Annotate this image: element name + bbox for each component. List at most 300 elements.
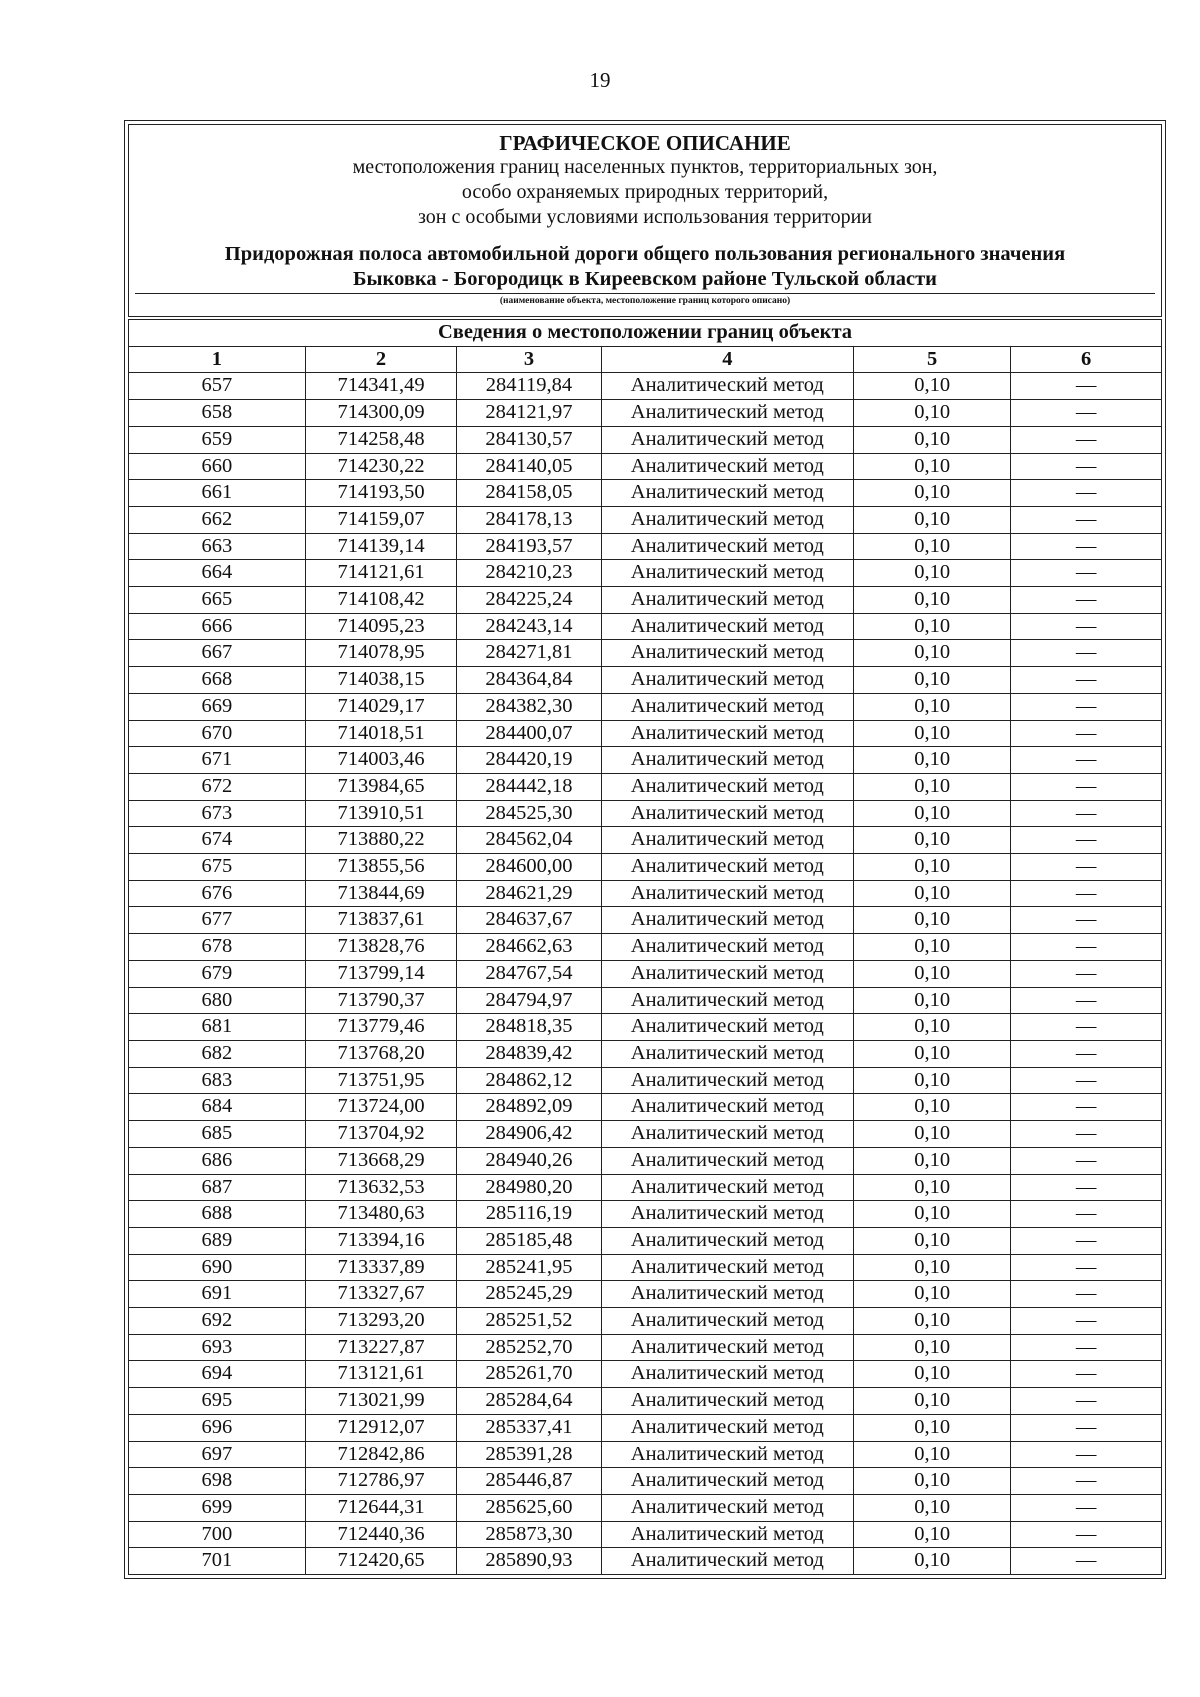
x-coordinate-cell: 713293,20 <box>305 1308 457 1335</box>
method-cell: Аналитический метод <box>601 1334 854 1361</box>
accuracy-cell: 0,10 <box>854 960 1011 987</box>
accuracy-cell: 0,10 <box>854 587 1011 614</box>
description-cell: — <box>1011 533 1162 560</box>
description-cell: — <box>1011 1094 1162 1121</box>
x-coordinate-cell: 714095,23 <box>305 613 457 640</box>
point-number-cell: 694 <box>129 1361 306 1388</box>
method-cell: Аналитический метод <box>601 506 854 533</box>
table-row <box>129 720 1162 747</box>
point-number-cell: 677 <box>129 907 306 934</box>
accuracy-cell: 0,10 <box>854 880 1011 907</box>
table-row <box>129 1308 1162 1335</box>
accuracy-cell: 0,10 <box>854 1094 1011 1121</box>
point-number-cell: 684 <box>129 1094 306 1121</box>
method-cell: Аналитический метод <box>601 1014 854 1041</box>
coordinates-table <box>128 319 1162 1575</box>
table-row <box>129 934 1162 961</box>
column-header: 1 <box>129 346 306 373</box>
x-coordinate-cell: 713910,51 <box>305 800 457 827</box>
y-coordinate-cell: 285116,19 <box>457 1201 601 1228</box>
description-cell: — <box>1011 426 1162 453</box>
method-cell: Аналитический метод <box>601 1281 854 1308</box>
x-coordinate-cell: 714300,09 <box>305 400 457 427</box>
table-row <box>129 1254 1162 1281</box>
document-header <box>128 124 1162 317</box>
method-cell: Аналитический метод <box>601 693 854 720</box>
description-cell: — <box>1011 453 1162 480</box>
description-cell: — <box>1011 1548 1162 1575</box>
table-row <box>129 1201 1162 1228</box>
y-coordinate-cell: 285890,93 <box>457 1548 601 1575</box>
description-cell: — <box>1011 1067 1162 1094</box>
point-number-cell: 669 <box>129 693 306 720</box>
y-coordinate-cell: 285252,70 <box>457 1334 601 1361</box>
column-header: 6 <box>1011 346 1162 373</box>
accuracy-cell: 0,10 <box>854 934 1011 961</box>
x-coordinate-cell: 714003,46 <box>305 747 457 774</box>
point-number-cell: 700 <box>129 1521 306 1548</box>
point-number-cell: 686 <box>129 1147 306 1174</box>
description-cell: — <box>1011 560 1162 587</box>
accuracy-cell: 0,10 <box>854 480 1011 507</box>
accuracy-cell: 0,10 <box>854 1067 1011 1094</box>
method-cell: Аналитический метод <box>601 1040 854 1067</box>
column-header: 5 <box>854 346 1011 373</box>
description-cell: — <box>1011 1494 1162 1521</box>
description-cell: — <box>1011 1441 1162 1468</box>
x-coordinate-cell: 714078,95 <box>305 640 457 667</box>
point-number-cell: 661 <box>129 480 306 507</box>
point-number-cell: 693 <box>129 1334 306 1361</box>
y-coordinate-cell: 284794,97 <box>457 987 601 1014</box>
y-coordinate-cell: 284562,04 <box>457 827 601 854</box>
x-coordinate-cell: 713337,89 <box>305 1254 457 1281</box>
table-row <box>129 1121 1162 1148</box>
accuracy-cell: 0,10 <box>854 1494 1011 1521</box>
method-cell: Аналитический метод <box>601 1201 854 1228</box>
description-cell: — <box>1011 720 1162 747</box>
column-header: 2 <box>305 346 457 373</box>
point-number-cell: 697 <box>129 1441 306 1468</box>
y-coordinate-cell: 285261,70 <box>457 1361 601 1388</box>
document-title: ГРАФИЧЕСКОЕ ОПИСАНИЕ <box>499 131 791 155</box>
x-coordinate-cell: 713227,87 <box>305 1334 457 1361</box>
description-cell: — <box>1011 773 1162 800</box>
description-cell: — <box>1011 854 1162 881</box>
x-coordinate-cell: 713855,56 <box>305 854 457 881</box>
description-cell: — <box>1011 747 1162 774</box>
description-cell: — <box>1011 1121 1162 1148</box>
object-name-line-2: Быковка - Богородицк в Киреевском районе Тульской области <box>135 267 1155 294</box>
x-coordinate-cell: 714018,51 <box>305 720 457 747</box>
y-coordinate-cell: 284158,05 <box>457 480 601 507</box>
accuracy-cell: 0,10 <box>854 1201 1011 1228</box>
accuracy-cell: 0,10 <box>854 1254 1011 1281</box>
method-cell: Аналитический метод <box>601 1094 854 1121</box>
method-cell: Аналитический метод <box>601 1388 854 1415</box>
y-coordinate-cell: 284140,05 <box>457 453 601 480</box>
x-coordinate-cell: 713704,92 <box>305 1121 457 1148</box>
table-body <box>129 373 1162 1575</box>
accuracy-cell: 0,10 <box>854 747 1011 774</box>
description-cell: — <box>1011 640 1162 667</box>
method-cell: Аналитический метод <box>601 533 854 560</box>
accuracy-cell: 0,10 <box>854 1361 1011 1388</box>
y-coordinate-cell: 285245,29 <box>457 1281 601 1308</box>
document-frame <box>124 120 1166 1579</box>
table-row <box>129 880 1162 907</box>
table-row <box>129 1067 1162 1094</box>
y-coordinate-cell: 284862,12 <box>457 1067 601 1094</box>
point-number-cell: 689 <box>129 1227 306 1254</box>
table-row <box>129 533 1162 560</box>
description-cell: — <box>1011 1521 1162 1548</box>
x-coordinate-cell: 713751,95 <box>305 1067 457 1094</box>
accuracy-cell: 0,10 <box>854 667 1011 694</box>
y-coordinate-cell: 284818,35 <box>457 1014 601 1041</box>
method-cell: Аналитический метод <box>601 587 854 614</box>
point-number-cell: 685 <box>129 1121 306 1148</box>
table-row <box>129 613 1162 640</box>
accuracy-cell: 0,10 <box>854 640 1011 667</box>
method-cell: Аналитический метод <box>601 1254 854 1281</box>
y-coordinate-cell: 284839,42 <box>457 1040 601 1067</box>
point-number-cell: 668 <box>129 667 306 694</box>
point-number-cell: 674 <box>129 827 306 854</box>
column-header-row <box>129 346 1162 373</box>
accuracy-cell: 0,10 <box>854 1040 1011 1067</box>
method-cell: Аналитический метод <box>601 827 854 854</box>
accuracy-cell: 0,10 <box>854 400 1011 427</box>
y-coordinate-cell: 284178,13 <box>457 506 601 533</box>
accuracy-cell: 0,10 <box>854 1548 1011 1575</box>
x-coordinate-cell: 713790,37 <box>305 987 457 1014</box>
table-row <box>129 1334 1162 1361</box>
column-header: 3 <box>457 346 601 373</box>
y-coordinate-cell: 285625,60 <box>457 1494 601 1521</box>
y-coordinate-cell: 284121,97 <box>457 400 601 427</box>
x-coordinate-cell: 713837,61 <box>305 907 457 934</box>
point-number-cell: 683 <box>129 1067 306 1094</box>
point-number-cell: 699 <box>129 1494 306 1521</box>
accuracy-cell: 0,10 <box>854 1441 1011 1468</box>
description-cell: — <box>1011 400 1162 427</box>
description-cell: — <box>1011 827 1162 854</box>
x-coordinate-cell: 712842,86 <box>305 1441 457 1468</box>
table-row <box>129 560 1162 587</box>
method-cell: Аналитический метод <box>601 1468 854 1495</box>
x-coordinate-cell: 714159,07 <box>305 506 457 533</box>
method-cell: Аналитический метод <box>601 1441 854 1468</box>
object-name-caption: (наименование объекта, местоположение границ которого описано) <box>499 296 791 306</box>
y-coordinate-cell: 284621,29 <box>457 880 601 907</box>
accuracy-cell: 0,10 <box>854 533 1011 560</box>
x-coordinate-cell: 712912,07 <box>305 1414 457 1441</box>
method-cell: Аналитический метод <box>601 1174 854 1201</box>
method-cell: Аналитический метод <box>601 773 854 800</box>
y-coordinate-cell: 285391,28 <box>457 1441 601 1468</box>
table-row <box>129 373 1162 400</box>
table-row <box>129 1147 1162 1174</box>
x-coordinate-cell: 713984,65 <box>305 773 457 800</box>
x-coordinate-cell: 713844,69 <box>305 880 457 907</box>
method-cell: Аналитический метод <box>601 880 854 907</box>
x-coordinate-cell: 712420,65 <box>305 1548 457 1575</box>
table-row <box>129 1094 1162 1121</box>
x-coordinate-cell: 713768,20 <box>305 1040 457 1067</box>
y-coordinate-cell: 284119,84 <box>457 373 601 400</box>
accuracy-cell: 0,10 <box>854 506 1011 533</box>
y-coordinate-cell: 284364,84 <box>457 667 601 694</box>
method-cell: Аналитический метод <box>601 1414 854 1441</box>
x-coordinate-cell: 713327,67 <box>305 1281 457 1308</box>
y-coordinate-cell: 284637,67 <box>457 907 601 934</box>
x-coordinate-cell: 714038,15 <box>305 667 457 694</box>
method-cell: Аналитический метод <box>601 400 854 427</box>
y-coordinate-cell: 284940,26 <box>457 1147 601 1174</box>
y-coordinate-cell: 284980,20 <box>457 1174 601 1201</box>
y-coordinate-cell: 285337,41 <box>457 1414 601 1441</box>
subtitle-line-1: местоположения границ населенных пунктов, территориальных зон, <box>352 156 938 178</box>
description-cell: — <box>1011 613 1162 640</box>
method-cell: Аналитический метод <box>601 1121 854 1148</box>
y-coordinate-cell: 284193,57 <box>457 533 601 560</box>
table-row <box>129 1174 1162 1201</box>
x-coordinate-cell: 713724,00 <box>305 1094 457 1121</box>
y-coordinate-cell: 284892,09 <box>457 1094 601 1121</box>
description-cell: — <box>1011 1468 1162 1495</box>
point-number-cell: 675 <box>129 854 306 881</box>
method-cell: Аналитический метод <box>601 560 854 587</box>
x-coordinate-cell: 714139,14 <box>305 533 457 560</box>
point-number-cell: 665 <box>129 587 306 614</box>
column-header: 4 <box>601 346 854 373</box>
description-cell: — <box>1011 587 1162 614</box>
x-coordinate-cell: 713880,22 <box>305 827 457 854</box>
point-number-cell: 666 <box>129 613 306 640</box>
table-row <box>129 1468 1162 1495</box>
method-cell: Аналитический метод <box>601 1548 854 1575</box>
x-coordinate-cell: 713121,61 <box>305 1361 457 1388</box>
description-cell: — <box>1011 934 1162 961</box>
table-row <box>129 1040 1162 1067</box>
y-coordinate-cell: 284225,24 <box>457 587 601 614</box>
x-coordinate-cell: 712644,31 <box>305 1494 457 1521</box>
table-row <box>129 1548 1162 1575</box>
subtitle-line-2: особо охраняемых природных территорий, <box>461 181 829 203</box>
accuracy-cell: 0,10 <box>854 773 1011 800</box>
description-cell: — <box>1011 1014 1162 1041</box>
point-number-cell: 692 <box>129 1308 306 1335</box>
accuracy-cell: 0,10 <box>854 720 1011 747</box>
description-cell: — <box>1011 1281 1162 1308</box>
description-cell: — <box>1011 880 1162 907</box>
table-row <box>129 506 1162 533</box>
method-cell: Аналитический метод <box>601 373 854 400</box>
x-coordinate-cell: 714258,48 <box>305 426 457 453</box>
point-number-cell: 658 <box>129 400 306 427</box>
description-cell: — <box>1011 1414 1162 1441</box>
accuracy-cell: 0,10 <box>854 1147 1011 1174</box>
description-cell: — <box>1011 960 1162 987</box>
method-cell: Аналитический метод <box>601 480 854 507</box>
description-cell: — <box>1011 1174 1162 1201</box>
x-coordinate-cell: 714121,61 <box>305 560 457 587</box>
method-cell: Аналитический метод <box>601 720 854 747</box>
table-row <box>129 480 1162 507</box>
description-cell: — <box>1011 480 1162 507</box>
accuracy-cell: 0,10 <box>854 1281 1011 1308</box>
method-cell: Аналитический метод <box>601 854 854 881</box>
method-cell: Аналитический метод <box>601 800 854 827</box>
table-row <box>129 1014 1162 1041</box>
y-coordinate-cell: 284271,81 <box>457 640 601 667</box>
point-number-cell: 682 <box>129 1040 306 1067</box>
x-coordinate-cell: 713021,99 <box>305 1388 457 1415</box>
point-number-cell: 663 <box>129 533 306 560</box>
method-cell: Аналитический метод <box>601 667 854 694</box>
point-number-cell: 691 <box>129 1281 306 1308</box>
y-coordinate-cell: 284525,30 <box>457 800 601 827</box>
point-number-cell: 679 <box>129 960 306 987</box>
table-row <box>129 1414 1162 1441</box>
table-row <box>129 1441 1162 1468</box>
y-coordinate-cell: 284442,18 <box>457 773 601 800</box>
description-cell: — <box>1011 1361 1162 1388</box>
method-cell: Аналитический метод <box>601 1227 854 1254</box>
accuracy-cell: 0,10 <box>854 560 1011 587</box>
y-coordinate-cell: 285241,95 <box>457 1254 601 1281</box>
x-coordinate-cell: 713394,16 <box>305 1227 457 1254</box>
description-cell: — <box>1011 1308 1162 1335</box>
point-number-cell: 695 <box>129 1388 306 1415</box>
y-coordinate-cell: 284210,23 <box>457 560 601 587</box>
accuracy-cell: 0,10 <box>854 987 1011 1014</box>
description-cell: — <box>1011 506 1162 533</box>
description-cell: — <box>1011 1227 1162 1254</box>
object-name-line-1: Придорожная полоса автомобильной дороги общего пользования регионального значения <box>224 243 1066 265</box>
x-coordinate-cell: 713632,53 <box>305 1174 457 1201</box>
point-number-cell: 659 <box>129 426 306 453</box>
method-cell: Аналитический метод <box>601 640 854 667</box>
description-cell: — <box>1011 1388 1162 1415</box>
point-number-cell: 660 <box>129 453 306 480</box>
point-number-cell: 680 <box>129 987 306 1014</box>
method-cell: Аналитический метод <box>601 1521 854 1548</box>
table-row <box>129 1361 1162 1388</box>
point-number-cell: 688 <box>129 1201 306 1228</box>
accuracy-cell: 0,10 <box>854 1227 1011 1254</box>
y-coordinate-cell: 285446,87 <box>457 1468 601 1495</box>
method-cell: Аналитический метод <box>601 934 854 961</box>
table-row <box>129 693 1162 720</box>
table-row <box>129 1281 1162 1308</box>
y-coordinate-cell: 285284,64 <box>457 1388 601 1415</box>
method-cell: Аналитический метод <box>601 426 854 453</box>
table-row <box>129 800 1162 827</box>
y-coordinate-cell: 284906,42 <box>457 1121 601 1148</box>
accuracy-cell: 0,10 <box>854 1308 1011 1335</box>
x-coordinate-cell: 712786,97 <box>305 1468 457 1495</box>
y-coordinate-cell: 285873,30 <box>457 1521 601 1548</box>
point-number-cell: 690 <box>129 1254 306 1281</box>
subtitle-line-3: зон с особыми условиями использования территории <box>417 206 873 228</box>
table-row <box>129 827 1162 854</box>
table-row <box>129 1494 1162 1521</box>
table-row <box>129 453 1162 480</box>
table-row <box>129 960 1162 987</box>
x-coordinate-cell: 714108,42 <box>305 587 457 614</box>
method-cell: Аналитический метод <box>601 1494 854 1521</box>
x-coordinate-cell: 713828,76 <box>305 934 457 961</box>
accuracy-cell: 0,10 <box>854 373 1011 400</box>
accuracy-cell: 0,10 <box>854 1468 1011 1495</box>
accuracy-cell: 0,10 <box>854 907 1011 934</box>
y-coordinate-cell: 284243,14 <box>457 613 601 640</box>
x-coordinate-cell: 713799,14 <box>305 960 457 987</box>
point-number-cell: 662 <box>129 506 306 533</box>
description-cell: — <box>1011 800 1162 827</box>
method-cell: Аналитический метод <box>601 1361 854 1388</box>
y-coordinate-cell: 284600,00 <box>457 854 601 881</box>
table-row <box>129 854 1162 881</box>
accuracy-cell: 0,10 <box>854 800 1011 827</box>
point-number-cell: 678 <box>129 934 306 961</box>
accuracy-cell: 0,10 <box>854 1121 1011 1148</box>
description-cell: — <box>1011 1201 1162 1228</box>
table-row <box>129 1227 1162 1254</box>
accuracy-cell: 0,10 <box>854 854 1011 881</box>
x-coordinate-cell: 714029,17 <box>305 693 457 720</box>
accuracy-cell: 0,10 <box>854 827 1011 854</box>
point-number-cell: 673 <box>129 800 306 827</box>
y-coordinate-cell: 284400,07 <box>457 720 601 747</box>
y-coordinate-cell: 284420,19 <box>457 747 601 774</box>
y-coordinate-cell: 284382,30 <box>457 693 601 720</box>
point-number-cell: 681 <box>129 1014 306 1041</box>
accuracy-cell: 0,10 <box>854 426 1011 453</box>
method-cell: Аналитический метод <box>601 453 854 480</box>
accuracy-cell: 0,10 <box>854 1014 1011 1041</box>
accuracy-cell: 0,10 <box>854 1388 1011 1415</box>
point-number-cell: 698 <box>129 1468 306 1495</box>
table-row <box>129 907 1162 934</box>
method-cell: Аналитический метод <box>601 747 854 774</box>
accuracy-cell: 0,10 <box>854 1334 1011 1361</box>
table-row <box>129 587 1162 614</box>
x-coordinate-cell: 712440,36 <box>305 1521 457 1548</box>
point-number-cell: 672 <box>129 773 306 800</box>
y-coordinate-cell: 284130,57 <box>457 426 601 453</box>
description-cell: — <box>1011 987 1162 1014</box>
method-cell: Аналитический метод <box>601 960 854 987</box>
table-row <box>129 400 1162 427</box>
description-cell: — <box>1011 907 1162 934</box>
description-cell: — <box>1011 373 1162 400</box>
table-row <box>129 426 1162 453</box>
accuracy-cell: 0,10 <box>854 693 1011 720</box>
point-number-cell: 696 <box>129 1414 306 1441</box>
page-number: 19 <box>589 68 611 92</box>
point-number-cell: 676 <box>129 880 306 907</box>
method-cell: Аналитический метод <box>601 613 854 640</box>
description-cell: — <box>1011 667 1162 694</box>
table-row <box>129 667 1162 694</box>
method-cell: Аналитический метод <box>601 907 854 934</box>
y-coordinate-cell: 284662,63 <box>457 934 601 961</box>
point-number-cell: 671 <box>129 747 306 774</box>
point-number-cell: 664 <box>129 560 306 587</box>
